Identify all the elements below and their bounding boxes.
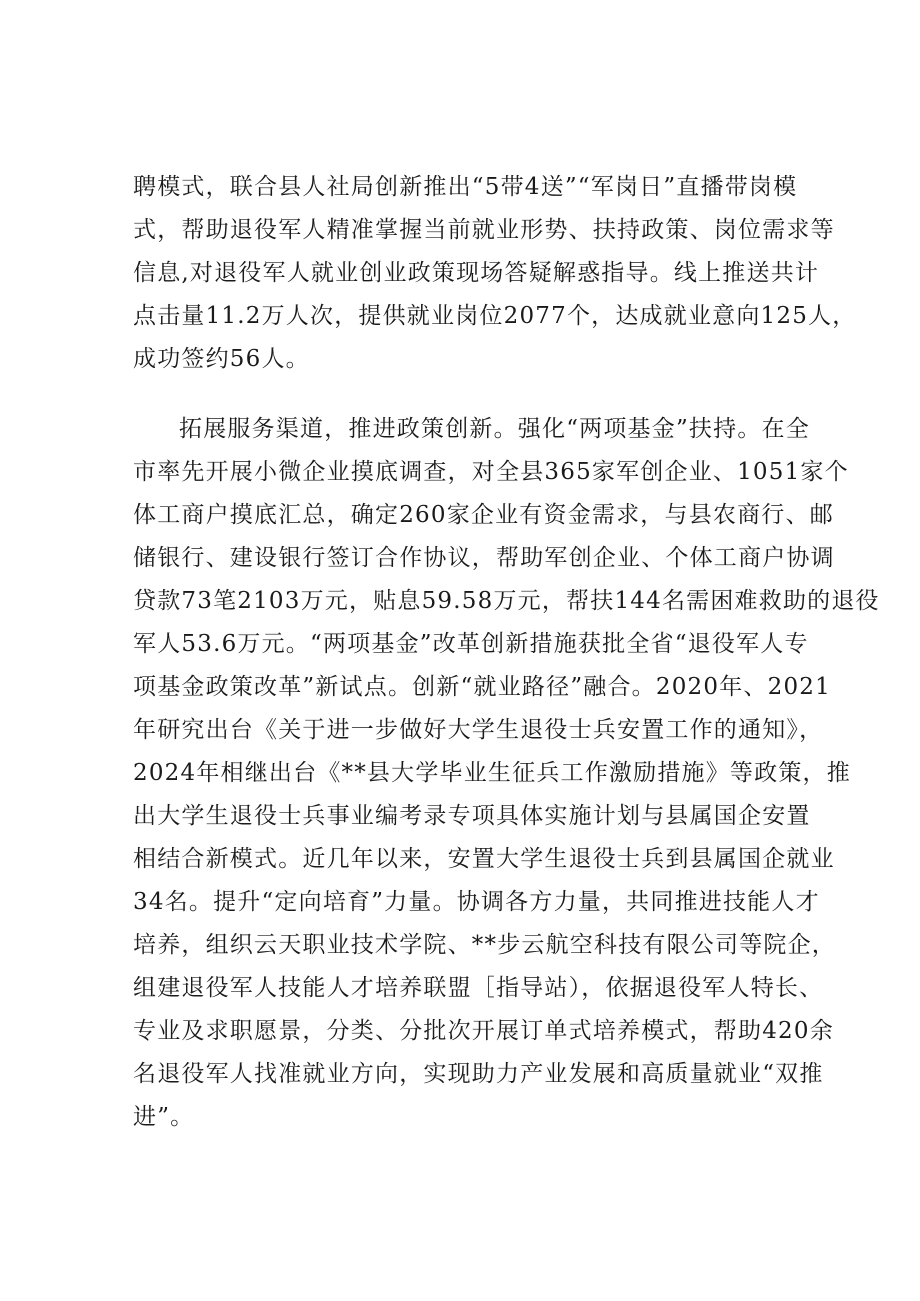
text-line: 点击量11.2万人次，提供就业岗位2077个，达成就业意向125人， [133,303,857,329]
document-body [133,166,880,1139]
text-line: 年研究出台《关于进一步做好大学生退役士兵安置工作的通知》， [133,717,824,743]
text-line: 出大学生退役士兵事业编考录专项具体实施计划与县属国企安置 [133,803,811,829]
text-line: 贷款73笔2103万元，贴息59.58万元，帮扶144名需困难救助的退役 [133,588,880,614]
text-line: 市率先开展小微企业摸底调查，对全县365家军创企业、1051家个 [133,459,849,485]
paragraph-1 [133,166,857,381]
text-line: 体工商户摸底汇总，确定260家企业有资金需求，与县农商行、邮 [133,502,834,528]
text-line: 成功签约56人。 [133,346,310,372]
text-line: 信息,对退役军人就业创业政策现场答疑解惑指导。线上推送共计 [133,260,820,286]
text-line: 培养，组织云天职业技术学院、**步云航空科技有限公司等院企， [133,932,836,958]
text-line: 式，帮助退役军人精准掌握当前就业形势、扶持政策、岗位需求等 [133,217,835,243]
text-line: 专业及求职愿景，分类、分批次开展订单式培养模式，帮助420余 [133,1018,834,1044]
text-line: 进”。 [133,1104,195,1130]
text-line: 军人53.6万元。“两项基金”改革创新措施获批全省“退役军人专 [133,631,809,657]
text-line: 34名。提升“定向培育”力量。协调各方力量，共同推进技能人才 [133,889,820,915]
text-line-first: 拓展服务渠道，推进政策创新。强化“两项基金”扶持。在全 [179,416,810,442]
text-line: 项基金政策改革”新试点。创新“就业路径”融合。2020年、2021 [133,674,831,700]
text-line: 相结合新模式。近几年以来，安置大学生退役士兵到县属国企就业 [133,846,835,872]
text-line: 名退役军人找准就业方向，实现助力产业发展和高质量就业“双推 [133,1061,824,1087]
text-line: 组建退役军人技能人才培养联盟［指导站），依据退役军人特长、 [133,975,824,1001]
paragraph-spacer [133,381,793,408]
text-line: 聘模式，联合县人社局创新推出“5带4送”“军岗日”直播带岗模 [133,174,798,200]
text-line: 储银行、建设银行签订合作协议，帮助军创企业、个体工商户协调 [133,545,835,571]
text-line: 2024年相继出台《**县大学毕业生征兵工作激励措施》等政策，推 [133,760,851,786]
paragraph-2 [133,408,880,1139]
